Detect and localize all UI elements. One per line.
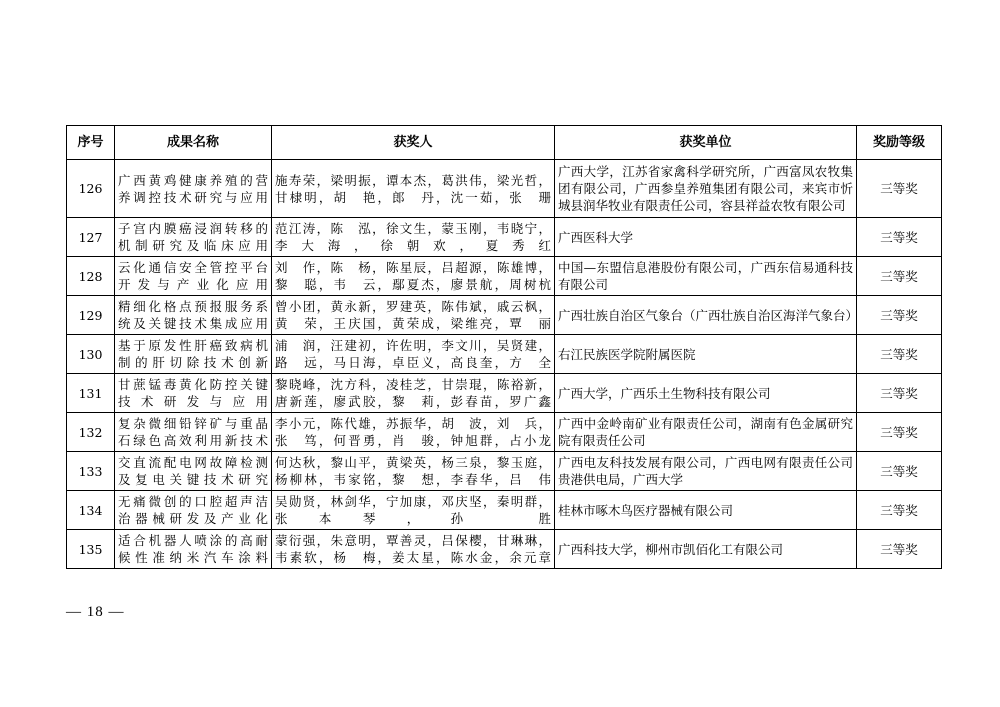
table-row: [67, 160, 942, 218]
table-row: [67, 491, 942, 530]
row-number: 133: [67, 452, 115, 491]
table-row: [67, 374, 942, 413]
awardees-line: 李小元，陈代雄，苏振华，胡 波，刘 兵，: [275, 416, 551, 431]
achievement-name-line: 复杂微细铅锌矿与重晶: [118, 416, 268, 431]
achievement-name-line: 治器械研发及产业化: [118, 511, 268, 526]
achievement-name: [115, 530, 272, 569]
table-row: [67, 452, 942, 491]
awardees: [272, 335, 555, 374]
achievement-name-line: 适合机器人喷涂的高耐: [118, 533, 268, 548]
awardees: [272, 491, 555, 530]
awardees-line: 刘 作，陈 杨，陈星辰，吕超源，陈雄博，: [275, 260, 551, 275]
row-number: 129: [67, 296, 115, 335]
awardees-line: 杨柳林，韦家铭，黎 想，李春华，吕 伟: [275, 472, 551, 487]
awardees: [272, 452, 555, 491]
award-unit: 广西电友科技发展有限公司，广西电网有限责任公司贵港供电局，广西大学: [555, 452, 857, 491]
achievement-name-line: 开发与产业化应用: [118, 277, 268, 292]
table-header-row: [67, 126, 942, 160]
table-row: [67, 257, 942, 296]
achievement-name-line: 及复电关键技术研究: [118, 472, 268, 487]
awardees-line: 浦 润，汪建初，许佐明，李文川，吴贤建，: [275, 338, 551, 353]
awardees-line: 韦素软，杨 梅，姜太星，陈水金，余元章: [275, 550, 551, 565]
achievement-name-line: 交直流配电网故障检测: [118, 455, 268, 470]
awardees-line: 张本琴，孙 胜: [275, 511, 551, 526]
award-unit: 广西大学，江苏省家禽科学研究所，广西富凤农牧集团有限公司，广西参皇养殖集团有限公司，来宾市忻城县润华牧业有限责任公司，容县祥益农牧有限公司: [555, 160, 857, 218]
row-number: 128: [67, 257, 115, 296]
award-unit: 右江民族医学院附属医院: [555, 335, 857, 374]
row-number: 132: [67, 413, 115, 452]
achievement-name: [115, 257, 272, 296]
table-row: [67, 413, 942, 452]
awardees: [272, 374, 555, 413]
award-level: 三等奖: [857, 452, 942, 491]
awardees-line: 吴勋贤，林剑华，宁加康，邓庆坚，秦明群，: [275, 494, 551, 509]
awardees: [272, 160, 555, 218]
achievement-name-line: 广西黄鸡健康养殖的营: [118, 172, 268, 188]
header-number: 序号: [67, 126, 115, 160]
awardees-line: 张 笃，何晋勇，肖 骏，钟旭群，占小龙: [275, 433, 551, 448]
table-row: [67, 335, 942, 374]
award-unit: 广西医科大学: [555, 218, 857, 257]
achievement-name: [115, 218, 272, 257]
achievement-name-line: 无痛微创的口腔超声洁: [118, 494, 268, 509]
row-number: 130: [67, 335, 115, 374]
achievement-name: [115, 335, 272, 374]
table-row: [67, 218, 942, 257]
awardees-line: 唐新莲，廖武胶，黎 莉，彭春苗，罗广鑫: [275, 394, 551, 409]
award-level: 三等奖: [857, 296, 942, 335]
award-unit: 中国—东盟信息港股份有限公司，广西东信易通科技有限公司: [555, 257, 857, 296]
awards-table: [66, 125, 942, 569]
achievement-name: [115, 491, 272, 530]
achievement-name-line: 统及关键技术集成应用: [118, 316, 268, 331]
achievement-name-line: 技术研发与应用: [118, 394, 268, 409]
row-number: 126: [67, 160, 115, 218]
awardees: [272, 413, 555, 452]
awardees: [272, 218, 555, 257]
achievement-name: [115, 296, 272, 335]
row-number: 135: [67, 530, 115, 569]
award-level: 三等奖: [857, 530, 942, 569]
award-level: 三等奖: [857, 257, 942, 296]
achievement-name-line: 养调控技术研究与应用: [118, 189, 268, 205]
row-number: 134: [67, 491, 115, 530]
achievement-name-line: 基于原发性肝癌致病机: [118, 338, 268, 353]
award-unit: 广西大学，广西乐土生物科技有限公司: [555, 374, 857, 413]
awardees-line: 施寿荣，梁明振，谭本杰，葛洪伟，梁光哲，: [275, 172, 551, 188]
awardees-line: 路 远，马日海，卓臣义，高良奎，方 全: [275, 355, 551, 370]
award-level: 三等奖: [857, 218, 942, 257]
awardees: [272, 530, 555, 569]
award-level: 三等奖: [857, 160, 942, 218]
achievement-name: [115, 160, 272, 218]
achievement-name: [115, 374, 272, 413]
awardees-line: 黄 荣，王庆国，黄荣成，梁维亮，覃 丽: [275, 316, 551, 331]
awardees-line: 何达秋，黎山平，黄梁英，杨三泉，黎玉庭，: [275, 455, 551, 470]
row-number: 131: [67, 374, 115, 413]
award-level: 三等奖: [857, 413, 942, 452]
awardees-line: 黎晓峰，沈方科，凌桂芝，甘崇琨，陈裕新，: [275, 377, 551, 392]
achievement-name-line: 石绿色高效利用新技术: [118, 433, 268, 448]
header-achievement-name: 成果名称: [115, 126, 272, 160]
award-unit: 广西中金岭南矿业有限责任公司，湖南有色金属研究院有限责任公司: [555, 413, 857, 452]
awardees-line: 李大海，徐朝欢，夏秀红: [275, 238, 551, 253]
award-unit: 广西壮族自治区气象台（广西壮族自治区海洋气象台）: [555, 296, 857, 335]
achievement-name-line: 子宫内膜癌浸润转移的: [118, 221, 268, 236]
award-unit: 广西科技大学，柳州市凯佰化工有限公司: [555, 530, 857, 569]
page-number: — 18 —: [66, 604, 125, 620]
row-number: 127: [67, 218, 115, 257]
awardees-line: 范江涛，陈 泓，徐文生，蒙玉刚，韦晓宁，: [275, 221, 551, 236]
achievement-name-line: 甘蔗锰毒黄化防控关键: [118, 377, 268, 392]
awardees-line: 黎 聪，韦 云，鄢夏杰，廖景航，周树杭: [275, 277, 551, 292]
award-level: 三等奖: [857, 374, 942, 413]
awardees-line: 曾小团，黄永新，罗建英，陈伟斌，戚云枫，: [275, 299, 551, 314]
achievement-name: [115, 452, 272, 491]
award-unit: 桂林市啄木鸟医疗器械有限公司: [555, 491, 857, 530]
achievement-name: [115, 413, 272, 452]
header-award-level: 奖励等级: [857, 126, 942, 160]
achievement-name-line: 精细化格点预报服务系: [118, 299, 268, 314]
achievement-name-line: 机制研究及临床应用: [118, 238, 268, 253]
awardees: [272, 257, 555, 296]
table-row: [67, 296, 942, 335]
awardees-line: 甘棣明，胡 艳，郎 丹，沈一茹，张 珊: [275, 189, 551, 205]
award-level: 三等奖: [857, 491, 942, 530]
table-row: [67, 530, 942, 569]
header-award-unit: 获奖单位: [555, 126, 857, 160]
achievement-name-line: 制的肝切除技术创新: [118, 355, 268, 370]
awardees: [272, 296, 555, 335]
achievement-name-line: 候性准纳米汽车涂料: [118, 550, 268, 565]
header-awardees: 获奖人: [272, 126, 555, 160]
award-level: 三等奖: [857, 335, 942, 374]
achievement-name-line: 云化通信安全管控平台: [118, 260, 268, 275]
awardees-line: 蒙衍强，朱意明，覃善灵，吕保樱，甘琳琳，: [275, 533, 551, 548]
